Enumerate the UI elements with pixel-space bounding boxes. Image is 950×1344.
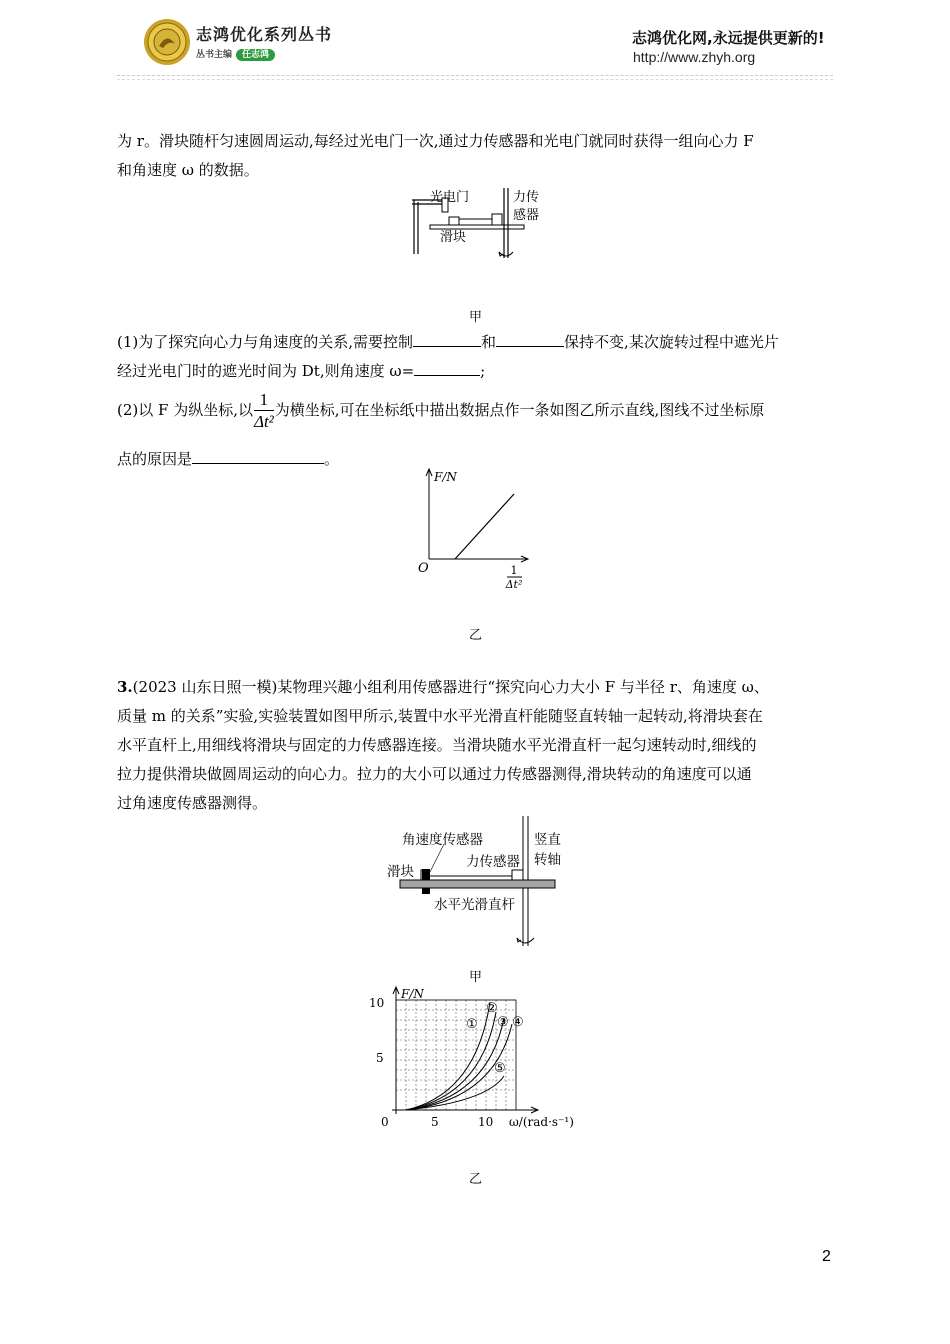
fraction-denominator: Δt² xyxy=(253,411,274,431)
q2-part1-text-e: ; xyxy=(480,362,486,380)
q3-line1-text: (2023 山东日照一模)某物理兴趣小组利用传感器进行“探究向心力大小 F 与半径 r、角速度 ω、 xyxy=(132,678,769,696)
q3-fig-yi-caption: 乙 xyxy=(469,1172,483,1187)
q2-figure-jia xyxy=(404,184,550,264)
q2-part1-text-a: (1)为了探究向心力与角速度的关系,需要控制 xyxy=(117,333,414,351)
q3-line3: 水平直杆上,用细线将滑块与固定的力传感器连接。当滑块随水平光滑直杆一起匀速转动时,细线的 xyxy=(117,736,757,754)
xlabel-denominator: Δt² xyxy=(505,578,523,591)
label-vertical-1: 竖直 xyxy=(534,832,561,848)
label-force-sensor-2: 感器 xyxy=(513,208,540,223)
label-slider-q3: 滑块 xyxy=(387,864,414,880)
q2-part2-text-d: 。 xyxy=(324,450,340,468)
curve-label-3: ③ xyxy=(497,1015,509,1030)
q2-fig-jia-caption: 甲 xyxy=(469,310,483,325)
origin-label: O xyxy=(418,561,429,576)
series-editor xyxy=(196,47,275,60)
blank-1[interactable] xyxy=(413,329,481,347)
editor-name: 任志鸿 xyxy=(236,49,275,61)
y-tick-10: 10 xyxy=(369,996,385,1010)
q3-fig-jia-caption: 甲 xyxy=(469,970,483,985)
q2-line2: 和角速度 ω 的数据。 xyxy=(117,161,259,179)
blank-4[interactable] xyxy=(192,446,324,464)
curve-3 xyxy=(406,1018,504,1110)
label-vertical-2: 转轴 xyxy=(534,852,561,868)
q3-line2: 质量 m 的关系”实验,实验装置如图甲所示,装置中水平光滑直杆能随竖直转轴一起转动,将滑块套在 xyxy=(117,707,763,725)
q2-part2-line1 xyxy=(117,388,833,433)
curve-label-2: ② xyxy=(486,1001,498,1016)
q3-line1 xyxy=(117,673,833,702)
curve-label-4: ④ xyxy=(512,1015,524,1030)
header-divider xyxy=(117,75,833,76)
q3-figure-yi xyxy=(366,984,586,1134)
x-tick-5: 5 xyxy=(431,1115,439,1129)
xlabel-numerator: 1 xyxy=(510,564,518,577)
q2-fig-yi-caption: 乙 xyxy=(469,628,483,643)
q3-ylabel: F/N xyxy=(401,987,424,1001)
q2-part1-text-b: 和 xyxy=(481,333,497,351)
curve-label-1: ① xyxy=(466,1017,478,1032)
curve-label-5: ⑤ xyxy=(494,1061,506,1076)
q2-part1-text-c: 保持不变,某次旋转过程中遮光片 xyxy=(564,333,779,351)
label-force-sensor: 力传感器 xyxy=(466,854,520,870)
header-divider-secondary xyxy=(117,79,833,80)
header-slogan: 志鸿优化网,永远提供更新的! xyxy=(632,29,825,47)
page-number: 2 xyxy=(822,1248,831,1265)
y-tick-5: 5 xyxy=(376,1051,384,1065)
fitted-line xyxy=(455,494,514,559)
publisher-logo-icon xyxy=(143,18,191,66)
editor-label: 丛书主编 xyxy=(196,50,233,60)
q3-line4: 拉力提供滑块做圆周运动的向心力。拉力的大小可以通过力传感器测得,滑块转动的角速度可以通 xyxy=(117,765,752,783)
x-tick-0: 0 xyxy=(381,1115,389,1129)
q2-part1-text-d: 经过光电门时的遮光时间为 Dt,则角速度 ω= xyxy=(117,362,415,380)
fraction-numerator: 1 xyxy=(254,390,274,411)
q3-line5: 过角速度传感器测得。 xyxy=(117,794,268,812)
blank-3[interactable] xyxy=(414,358,480,376)
label-force-sensor-1: 力传 xyxy=(513,190,540,205)
x-tick-10: 10 xyxy=(478,1115,494,1129)
q2-line1: 为 r。滑块随杆匀速圆周运动,每经过光电门一次,通过力传感器和光电门就同时获得一组向心力 F xyxy=(117,132,754,150)
q3-xlabel: ω/(rad·s⁻¹) xyxy=(509,1115,574,1129)
q3-figure-jia xyxy=(384,814,574,960)
q3-number: 3. xyxy=(117,678,133,696)
q2-part2-text-c: 点的原因是 xyxy=(117,450,193,468)
q2-part1-line2 xyxy=(117,357,833,386)
q2-figure-yi xyxy=(410,466,540,594)
blank-2[interactable] xyxy=(496,329,564,347)
q2-part1-line1 xyxy=(117,328,833,357)
label-horizontal-rod: 水平光滑直杆 xyxy=(434,897,515,913)
series-title: 志鸿优化系列丛书 xyxy=(196,25,333,44)
q2-part2-text-a: (2)以 F 为纵坐标,以 xyxy=(117,401,253,419)
q2-part2-text-b: 为横坐标,可在坐标纸中描出数据点作一条如图乙所示直线,图线不过坐标原 xyxy=(274,401,765,419)
header-url[interactable]: http://www.zhyh.org xyxy=(633,49,756,65)
ylabel-f: F/N xyxy=(434,470,457,484)
label-angular-sensor: 角速度传感器 xyxy=(402,832,483,848)
fraction-one-over-dt2 xyxy=(254,390,274,433)
label-slider: 滑块 xyxy=(440,230,467,245)
label-light-gate: 光电门 xyxy=(430,190,470,205)
